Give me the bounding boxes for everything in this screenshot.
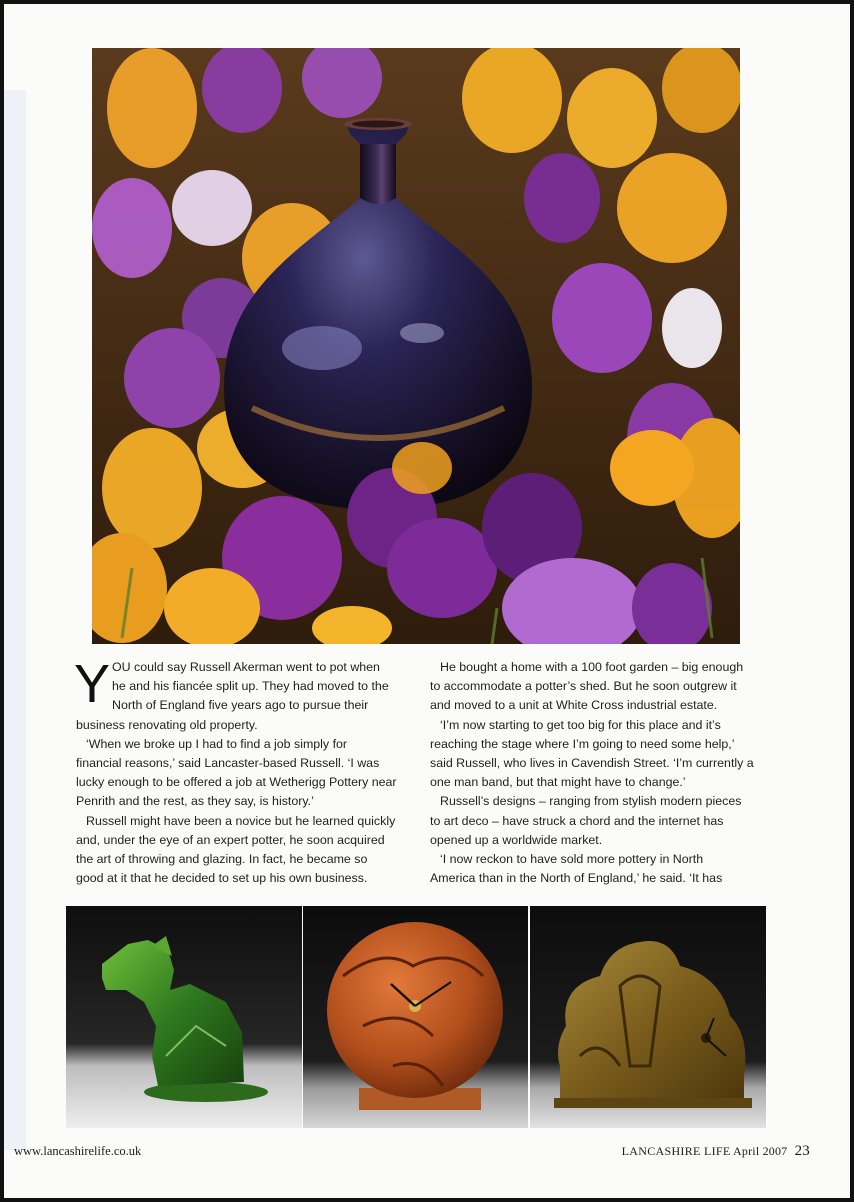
text-line: financial reasons,’ said Lancaster-based Russell. ‘I was [76,756,380,771]
text-line: and moved to a unit at White Cross industrial estate. [430,698,718,713]
publication-name: LANCASHIRE LIFE [621,1144,731,1158]
text-line: one man band, but that might have to change.’ [430,775,686,790]
footer-folio [622,1143,810,1160]
article-column-left [74,654,398,888]
text-line: said Russell, who lives in Cavendish Street. ‘I’m currently a [430,756,754,771]
text-line: and, under the eye of an expert potter, he soon acquired [76,832,385,847]
text-line: North of England five years ago to pursue their [112,698,369,713]
page-number: 23 [794,1143,810,1159]
text-line: lucky enough to be offered a job at Wetherigg Pottery near [76,775,397,790]
text-line: ‘I’m now starting to get too big for this place and it’s [440,717,721,732]
text-line: ‘When we broke up I had to find a job simply for [86,736,348,751]
text-line: OU could say Russell Akerman went to pot when [112,660,380,674]
text-line: Russell might have been a novice but he learned quickly [86,813,396,828]
footer-website: www.lancashirelife.co.uk [14,1144,142,1158]
photo-green-dog-figure [66,906,302,1128]
article-column-right [430,658,752,888]
text-line: He bought a home with a 100 foot garden – big enough [440,660,744,674]
text-line: to art deco – have struck a chord and the internet has [430,813,724,828]
text-line: good at it that he decided to set up his own business. [76,871,368,886]
photo-brown-plaque-clock [530,906,766,1128]
text-line: he and his fiancée split up. They had moved to the [112,679,389,694]
hero-photo-vase-crocuses [92,48,740,644]
text-line: Russell’s designs – ranging from stylish modern pieces [440,794,742,809]
text-line: America than in the North of England,’ he said. ‘It has [430,871,723,886]
paragraph [430,850,752,888]
magazine-page [4,4,850,1198]
text-line: to accommodate a potter’s shed. But he soon outgrew it [430,679,737,694]
scan-edge-band [4,90,26,1150]
paragraph [430,716,752,793]
text-line: Penrith and the rest, as they say, is history.’ [76,794,314,809]
text-line: the art of throwing and glazing. In fact, he became so [76,852,368,867]
text-line: reaching the stage where I’m going to need some help,’ [430,736,735,751]
issue-date: April 2007 [733,1144,788,1158]
photo-orange-clock [303,906,528,1128]
paragraph [74,654,398,735]
text-line: ‘I now reckon to have sold more pottery in North [440,852,704,867]
paragraph [76,812,398,889]
paragraph [430,658,752,716]
paragraph [430,792,752,850]
paragraph [76,735,398,812]
text-line: opened up a worldwide market. [430,832,603,847]
text-line: business renovating old property. [76,717,258,732]
drop-cap: Y [74,654,111,714]
